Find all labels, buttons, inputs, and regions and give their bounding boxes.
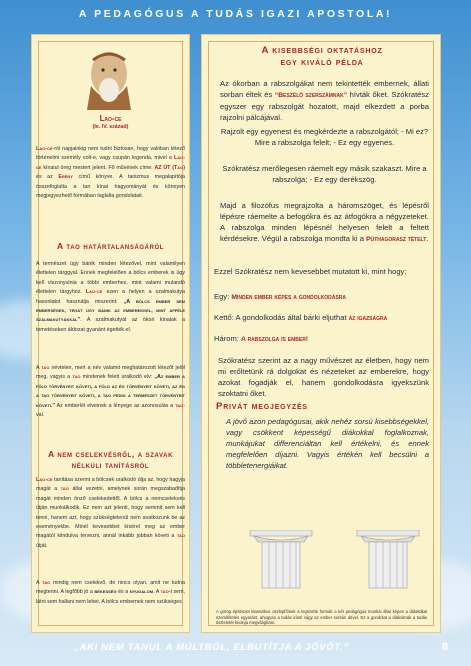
right-paragraph-3: Szókratész merőlegesen ráemelt egy másik szakaszt. Mire a rabszolga; - Ez egy derékszög. bbox=[222, 164, 427, 184]
right-heading-1b: egy kiváló példa bbox=[280, 57, 364, 68]
right-paragraph-2: Rajzolt egy egyenest és megkérdezte a rabszolgától; - Mi ez? Mire a rabszolga felelt; - Ez egy egyenes. bbox=[220, 127, 429, 147]
right-paragraph-5: Ezzel Szókratész nem kevesebbet mutatott ki, mint hogy: bbox=[214, 267, 407, 276]
lao-ce-portrait-image bbox=[79, 46, 139, 110]
right-list-item-3: Három: A rabszolga is ember! bbox=[214, 334, 309, 343]
greek-column-left-image bbox=[246, 530, 316, 592]
page-number: 8 bbox=[442, 641, 449, 653]
right-heading-private-note: Privát megjegyzés bbox=[216, 401, 308, 412]
portrait-caption-century: (Ie. IV. század) bbox=[92, 124, 129, 130]
footer-quote: „AKI NEM TANUL A MÚLTBÓL, ELBUTÍTJA A JÖVŐT.” bbox=[74, 642, 349, 653]
left-paragraph-5: A tao mindig nem cselekvő, de nincs olyan, amit ne tudna megtenni. A legfőbb jó a békesség és a nyugalom. A tao-t sem, látni sem hallani nem lehet. A bölcs embernek nem szükséges bbox=[36, 580, 185, 605]
left-paragraph-1: Lao-ce-ról napjainkig nem tudni biztosan, hogy valóban létező történelmi személy volt-e, vagy csupán legenda, mivel a Lao-ce kínaiul öreg mestert jelent. Fő művének címe: AZ ÚT (Tao) és az Erény című könyve. A taoizmus megalapítója összefoglalta a tan kínai hagyományát és könnyen megjegyezhető formában taglalta gondolatait. bbox=[36, 146, 185, 200]
right-paragraph-1: Az ókorban a rabszolgákat nem tekintették embernek, állati sorban éltek és “Beszélő szerszámnak” hívták őket. Szókratész egyszer egy rabszolgát hozatott, majd elkezdett a porba rajzolni pálcájával. bbox=[220, 79, 429, 122]
left-heading-non-action: A nem cselekvésről, a szavak nélküli tanításról bbox=[47, 449, 174, 470]
right-list-item-1: Egy: Minden ember képes a gondolkodásra bbox=[214, 292, 346, 301]
greek-column-right-image bbox=[353, 530, 423, 592]
right-heading-1a: A kisebbségi oktatáshoz bbox=[261, 45, 383, 56]
left-heading-tao-boundlessness: A tao határtalanságáról bbox=[56, 241, 165, 251]
right-list-item-2: Kettő: A gondolkodás által bárki eljuthat az igazságra bbox=[214, 313, 388, 322]
right-paragraph-6: Szókratész szerint az a nagy művészet az életben, hogy nem mi erőltetünk rá dolgokat és nézeteket az emberekre, hogy azokat fogadják el, hanem gondolkodásra igyekszünk szoktatni őket. bbox=[218, 356, 429, 398]
left-paragraph-4: Lao-ce tanítása szerint a bölcsek uralkodó útja az, hogy hagyja magát a tao által vezetni, amelynek során megszabadítja magát minden önző cselekedettől. A bölcs a nemcselekvés útján munkálkodik. Ez nem azt jelenti, hogy semmit sem kell tenni, hanem azt, hogy szükségtelenül nem avatkozunk be az eseményekbe. Minél kevesebbet kísérel meg az ember magától kiindulva tervezni, annál inkább jobban követi a tao útját. bbox=[36, 477, 185, 549]
right-footnote: A görög építészet klasszikus oszlopfőinek a legszebb formáit a két pedagógus munkái által képes a didaktikai szemléltetés egyaránt, ahogyan a tudás iránti vágy az ember sorsán átível. Ez a gondolat a diákoknak a tudás tiszteletét kívánja megvilágítani. bbox=[216, 609, 427, 626]
right-paragraph-4: Majd a filozófus megrajzolta a háromszöget, és lépésről lépésre ráemelte a befogókra és az átfogókra a négyzeteket. A rabszolga minden lépésnél helyesen felelt a feltett kérdésekre. Végül a rabszolga mondta ki a Püthagorasz tételt. bbox=[220, 201, 429, 243]
page-footer bbox=[0, 640, 471, 660]
left-paragraph-2: A természet úgy bánik minden létezővel, mint valamilyen élettelen tárggyal. Ennek megfelelően a bölcs emberek is úgy kell viszonyulnia a többi emberhez, mint valami mulandó élettelen tárgyhoz. Lao-ce ezen a helyen a szalmakutya hasonlatot használja miszerint: „A bölcs ember sem emberséges, tehát úgy bánik az emberekkel, mint afféle szalmakutyákkal”. A szalmakutyát az ókori kínaiak a temetéseken áldozat gyanánt égették el. bbox=[36, 261, 185, 333]
portrait-caption-name: Lao-ce bbox=[99, 114, 122, 123]
page-header: A PEDAGÓGUS A TUDÁS IGAZI APOSTOLA! bbox=[78, 8, 393, 20]
right-paragraph-7: A jövő azon pedagógusai, akik nehéz sorsú kisebbségekkel, vagy csökkent képességű diákokkal foglalkoznak, munkájukat differenciáltan kell értékelni, és ennek megfelelően díjazni. Vagyis értékén kell becsülni a többletenergiáikat. bbox=[226, 417, 429, 470]
left-paragraph-3: A tao névtelen, mert a név valamit meghatározott létezőt jelöl meg, vagyis a tao mindenek felett uralkodó elv: „Az ember a föld törvényeit követi, a föld az ég törvényeit követi, az ég a tao törvényeit követi, a tao pedig a természet törvényeit követi.” Az emberlét elveinek a lényege az azonosulás a tao-val. bbox=[36, 365, 186, 419]
